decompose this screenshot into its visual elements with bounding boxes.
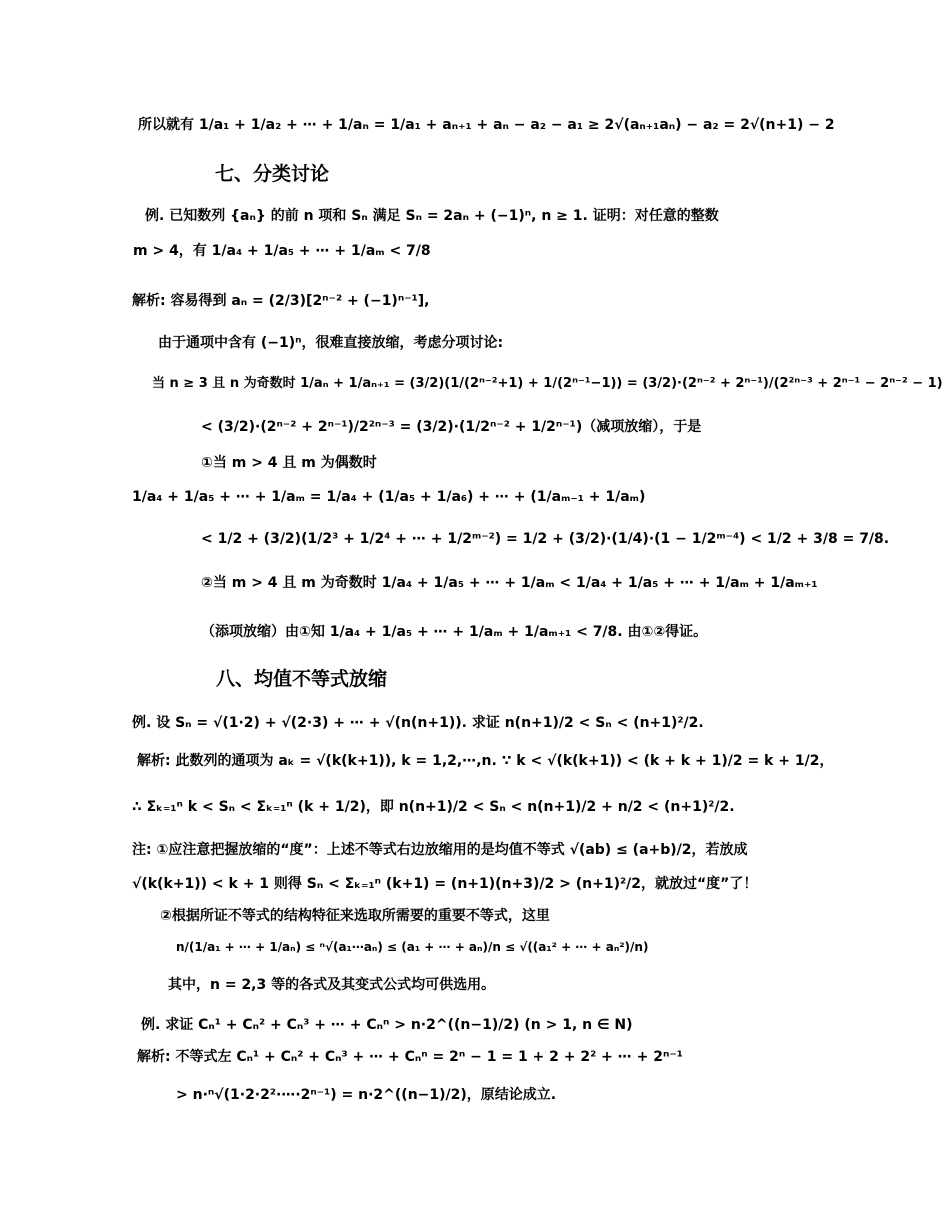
text-line-17: √(k(k+1)) < k + 1 则得 Sₙ < Σₖ₌₁ⁿ (k+1) = (n+1)(n+3)/2 > (n+1)²/2，就放过“度”了！ — [132, 876, 758, 892]
text-line-15: ∴ Σₖ₌₁ⁿ k < Sₙ < Σₖ₌₁ⁿ (k + 1/2)，即 n(n+1)/2 < Sₙ < n(n+1)/2 + n/2 < (n+1)²/2. — [132, 799, 735, 815]
text-line-4: 解析: 容易得到 aₙ = (2/3)[2ⁿ⁻² + (−1)ⁿ⁻¹], — [132, 293, 430, 309]
text-line-23: > n·ⁿ√(1·2·2²·⋯·2ⁿ⁻¹) = n·2^((n−1)/2)，原结论成立. — [176, 1087, 557, 1103]
text-line-1: 所以就有 1/a₁ + 1/a₂ + ⋯ + 1/aₙ = 1/a₁ + aₙ₊₁ + aₙ − a₂ − a₁ ≥ 2√(aₙ₊₁aₙ) − a₂ = 2√(n+1) − 2 — [138, 117, 835, 133]
text-line-13: 例. 设 Sₙ = √(1·2) + √(2·3) + ⋯ + √(n(n+1)). 求证 n(n+1)/2 < Sₙ < (n+1)²/2. — [132, 715, 704, 731]
text-line-6: 当 n ≥ 3 且 n 为奇数时 1/aₙ + 1/aₙ₊₁ = (3/2)(1/(2ⁿ⁻²+1) + 1/(2ⁿ⁻¹−1)) = (3/2)·(2ⁿ⁻² + 2ⁿ⁻¹)/(2²ⁿ⁻³ + 2ⁿ⁻¹ − 2ⁿ⁻² − 1) — [152, 376, 943, 391]
section-heading-8: 八、均值不等式放缩 — [216, 668, 388, 690]
text-line-21: 例. 求证 Cₙ¹ + Cₙ² + Cₙ³ + ⋯ + Cₙⁿ > n·2^((n−1)/2) (n > 1, n ∈ N) — [141, 1017, 633, 1033]
text-line-14: 解析: 此数列的通项为 aₖ = √(k(k+1)), k = 1,2,⋯,n. ∵ k < √(k(k+1)) < (k + k + 1)/2 = k + 1/2， — [137, 753, 834, 769]
section-heading-7: 七、分类讨论 — [215, 163, 330, 185]
text-line-18: ②根据所证不等式的结构特征来选取所需要的重要不等式，这里 — [160, 908, 550, 924]
text-line-7: < (3/2)·(2ⁿ⁻² + 2ⁿ⁻¹)/2²ⁿ⁻³ = (3/2)·(1/2ⁿ⁻² + 1/2ⁿ⁻¹)（减项放缩），于是 — [201, 419, 702, 435]
text-line-12: （添项放缩）由①知 1/a₄ + 1/a₅ + ⋯ + 1/aₘ + 1/aₘ₊₁ < 7/8. 由①②得证。 — [201, 624, 708, 640]
text-line-19: n/(1/a₁ + ⋯ + 1/aₙ) ≤ ⁿ√(a₁⋯aₙ) ≤ (a₁ + ⋯ + aₙ)/n ≤ √((a₁² + ⋯ + aₙ²)/n) — [176, 940, 649, 954]
text-line-2: 例. 已知数列 {aₙ} 的前 n 项和 Sₙ 满足 Sₙ = 2aₙ + (−1)ⁿ, n ≥ 1. 证明：对任意的整数 — [145, 208, 719, 224]
text-line-10: < 1/2 + (3/2)(1/2³ + 1/2⁴ + ⋯ + 1/2ᵐ⁻²) = 1/2 + (3/2)·(1/4)·(1 − 1/2ᵐ⁻⁴) < 1/2 + 3/8 = 7/8. — [201, 531, 890, 547]
text-line-11: ②当 m > 4 且 m 为奇数时 1/a₄ + 1/a₅ + ⋯ + 1/aₘ < 1/a₄ + 1/a₅ + ⋯ + 1/aₘ + 1/aₘ₊₁ — [201, 575, 818, 591]
text-line-22: 解析: 不等式左 Cₙ¹ + Cₙ² + Cₙ³ + ⋯ + Cₙⁿ = 2ⁿ − 1 = 1 + 2 + 2² + ⋯ + 2ⁿ⁻¹ — [137, 1049, 683, 1065]
text-line-8: ①当 m > 4 且 m 为偶数时 — [201, 455, 377, 471]
text-line-3: m > 4，有 1/a₄ + 1/a₅ + ⋯ + 1/aₘ < 7/8 — [133, 243, 431, 259]
text-line-5: 由于通项中含有 (−1)ⁿ，很难直接放缩，考虑分项讨论: — [158, 335, 504, 351]
text-line-16: 注: ①应注意把握放缩的“度”：上述不等式右边放缩用的是均值不等式 √(ab) ≤ (a+b)/2，若放成 — [132, 842, 748, 858]
text-line-9: 1/a₄ + 1/a₅ + ⋯ + 1/aₘ = 1/a₄ + (1/a₅ + 1/a₆) + ⋯ + (1/aₘ₋₁ + 1/aₘ) — [132, 489, 646, 505]
text-line-20: 其中，n = 2,3 等的各式及其变式公式均可供选用。 — [168, 977, 496, 993]
